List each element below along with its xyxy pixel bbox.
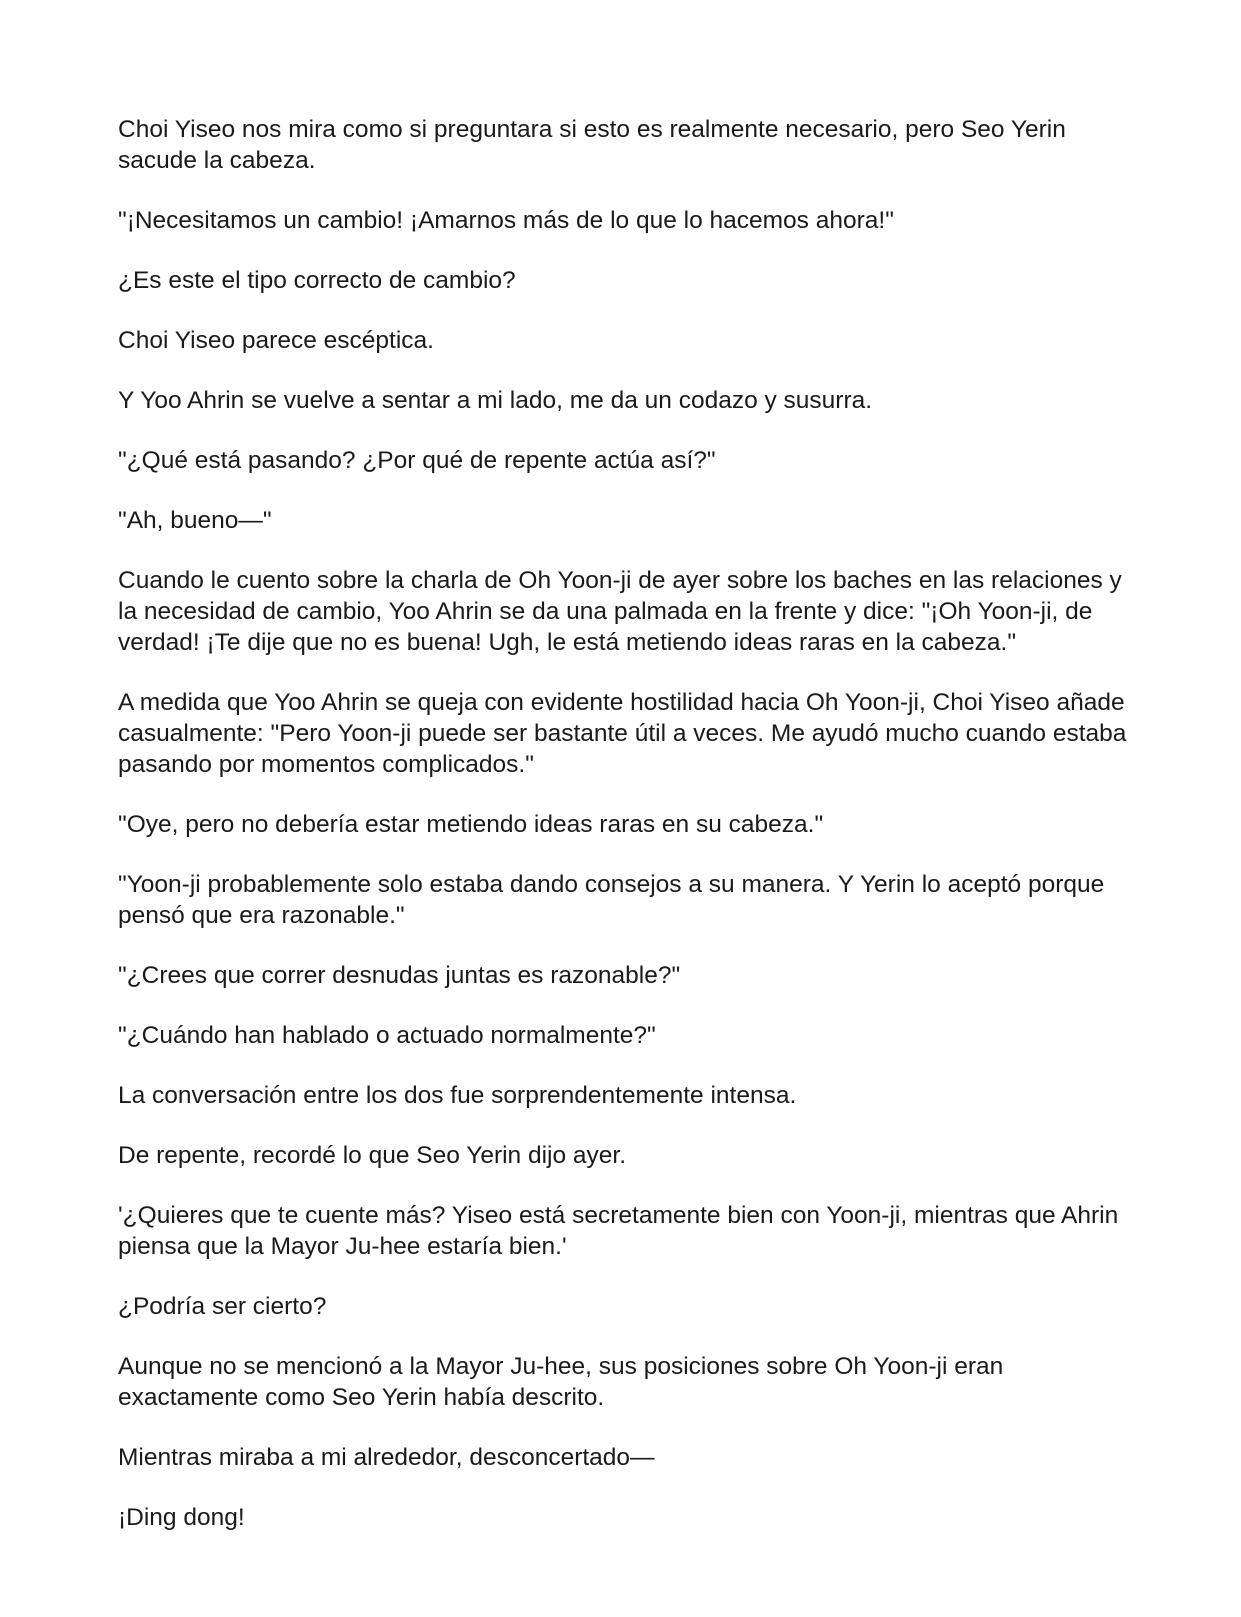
document-body bbox=[118, 114, 1128, 1533]
paragraph: Choi Yiseo parece escéptica. bbox=[118, 327, 434, 354]
paragraph: Choi Yiseo nos mira como si preguntara si esto es realmente necesario, pero Seo Yerin sacude la cabeza. bbox=[118, 116, 1066, 174]
paragraph: A medida que Yoo Ahrin se queja con evidente hostilidad hacia Oh Yoon-ji, Choi Yiseo añade casualmente: "Pero Yoon-ji puede ser bastante útil a veces. Me ayudó mucho cuando estaba pasando por momentos complicados." bbox=[118, 689, 1127, 778]
paragraph: La conversación entre los dos fue sorprendentemente intensa. bbox=[118, 1082, 797, 1109]
paragraph: Cuando le cuento sobre la charla de Oh Yoon-ji de ayer sobre los baches en las relaciones y la necesidad de cambio, Yoo Ahrin se da una palmada en la frente y dice: "¡Oh Yoon-ji, de verdad! ¡Te dije que no es buena! Ugh, le está metiendo ideas raras en la cabeza." bbox=[118, 567, 1122, 656]
paragraph: ¿Es este el tipo correcto de cambio? bbox=[118, 267, 516, 294]
paragraph: "Ah, bueno—" bbox=[118, 507, 272, 534]
paragraph: '¿Quieres que te cuente más? Yiseo está secretamente bien con Yoon-ji, mientras que Ahrin piensa que la Mayor Ju-hee estaría bien.' bbox=[118, 1202, 1119, 1260]
paragraph: Aunque no se mencionó a la Mayor Ju-hee, sus posiciones sobre Oh Yoon-ji eran exactamente como Seo Yerin había descrito. bbox=[118, 1353, 1004, 1411]
paragraph: "¿Crees que correr desnudas juntas es razonable?" bbox=[118, 962, 681, 989]
paragraph: "¿Qué está pasando? ¿Por qué de repente actúa así?" bbox=[118, 447, 716, 474]
paragraph: "¿Cuándo han hablado o actuado normalmente?" bbox=[118, 1022, 656, 1049]
paragraph: Mientras miraba a mi alrededor, desconcertado— bbox=[118, 1444, 655, 1471]
paragraph: De repente, recordé lo que Seo Yerin dijo ayer. bbox=[118, 1142, 627, 1169]
paragraph: ¡Ding dong! bbox=[118, 1504, 245, 1531]
paragraph: Y Yoo Ahrin se vuelve a sentar a mi lado, me da un codazo y susurra. bbox=[118, 387, 873, 414]
paragraph: ¿Podría ser cierto? bbox=[118, 1293, 327, 1320]
paragraph: "Oye, pero no debería estar metiendo ideas raras en su cabeza." bbox=[118, 811, 824, 838]
paragraph: "¡Necesitamos un cambio! ¡Amarnos más de lo que lo hacemos ahora!" bbox=[118, 207, 894, 234]
paragraph: "Yoon-ji probablemente solo estaba dando consejos a su manera. Y Yerin lo aceptó porque pensó que era razonable." bbox=[118, 871, 1105, 929]
